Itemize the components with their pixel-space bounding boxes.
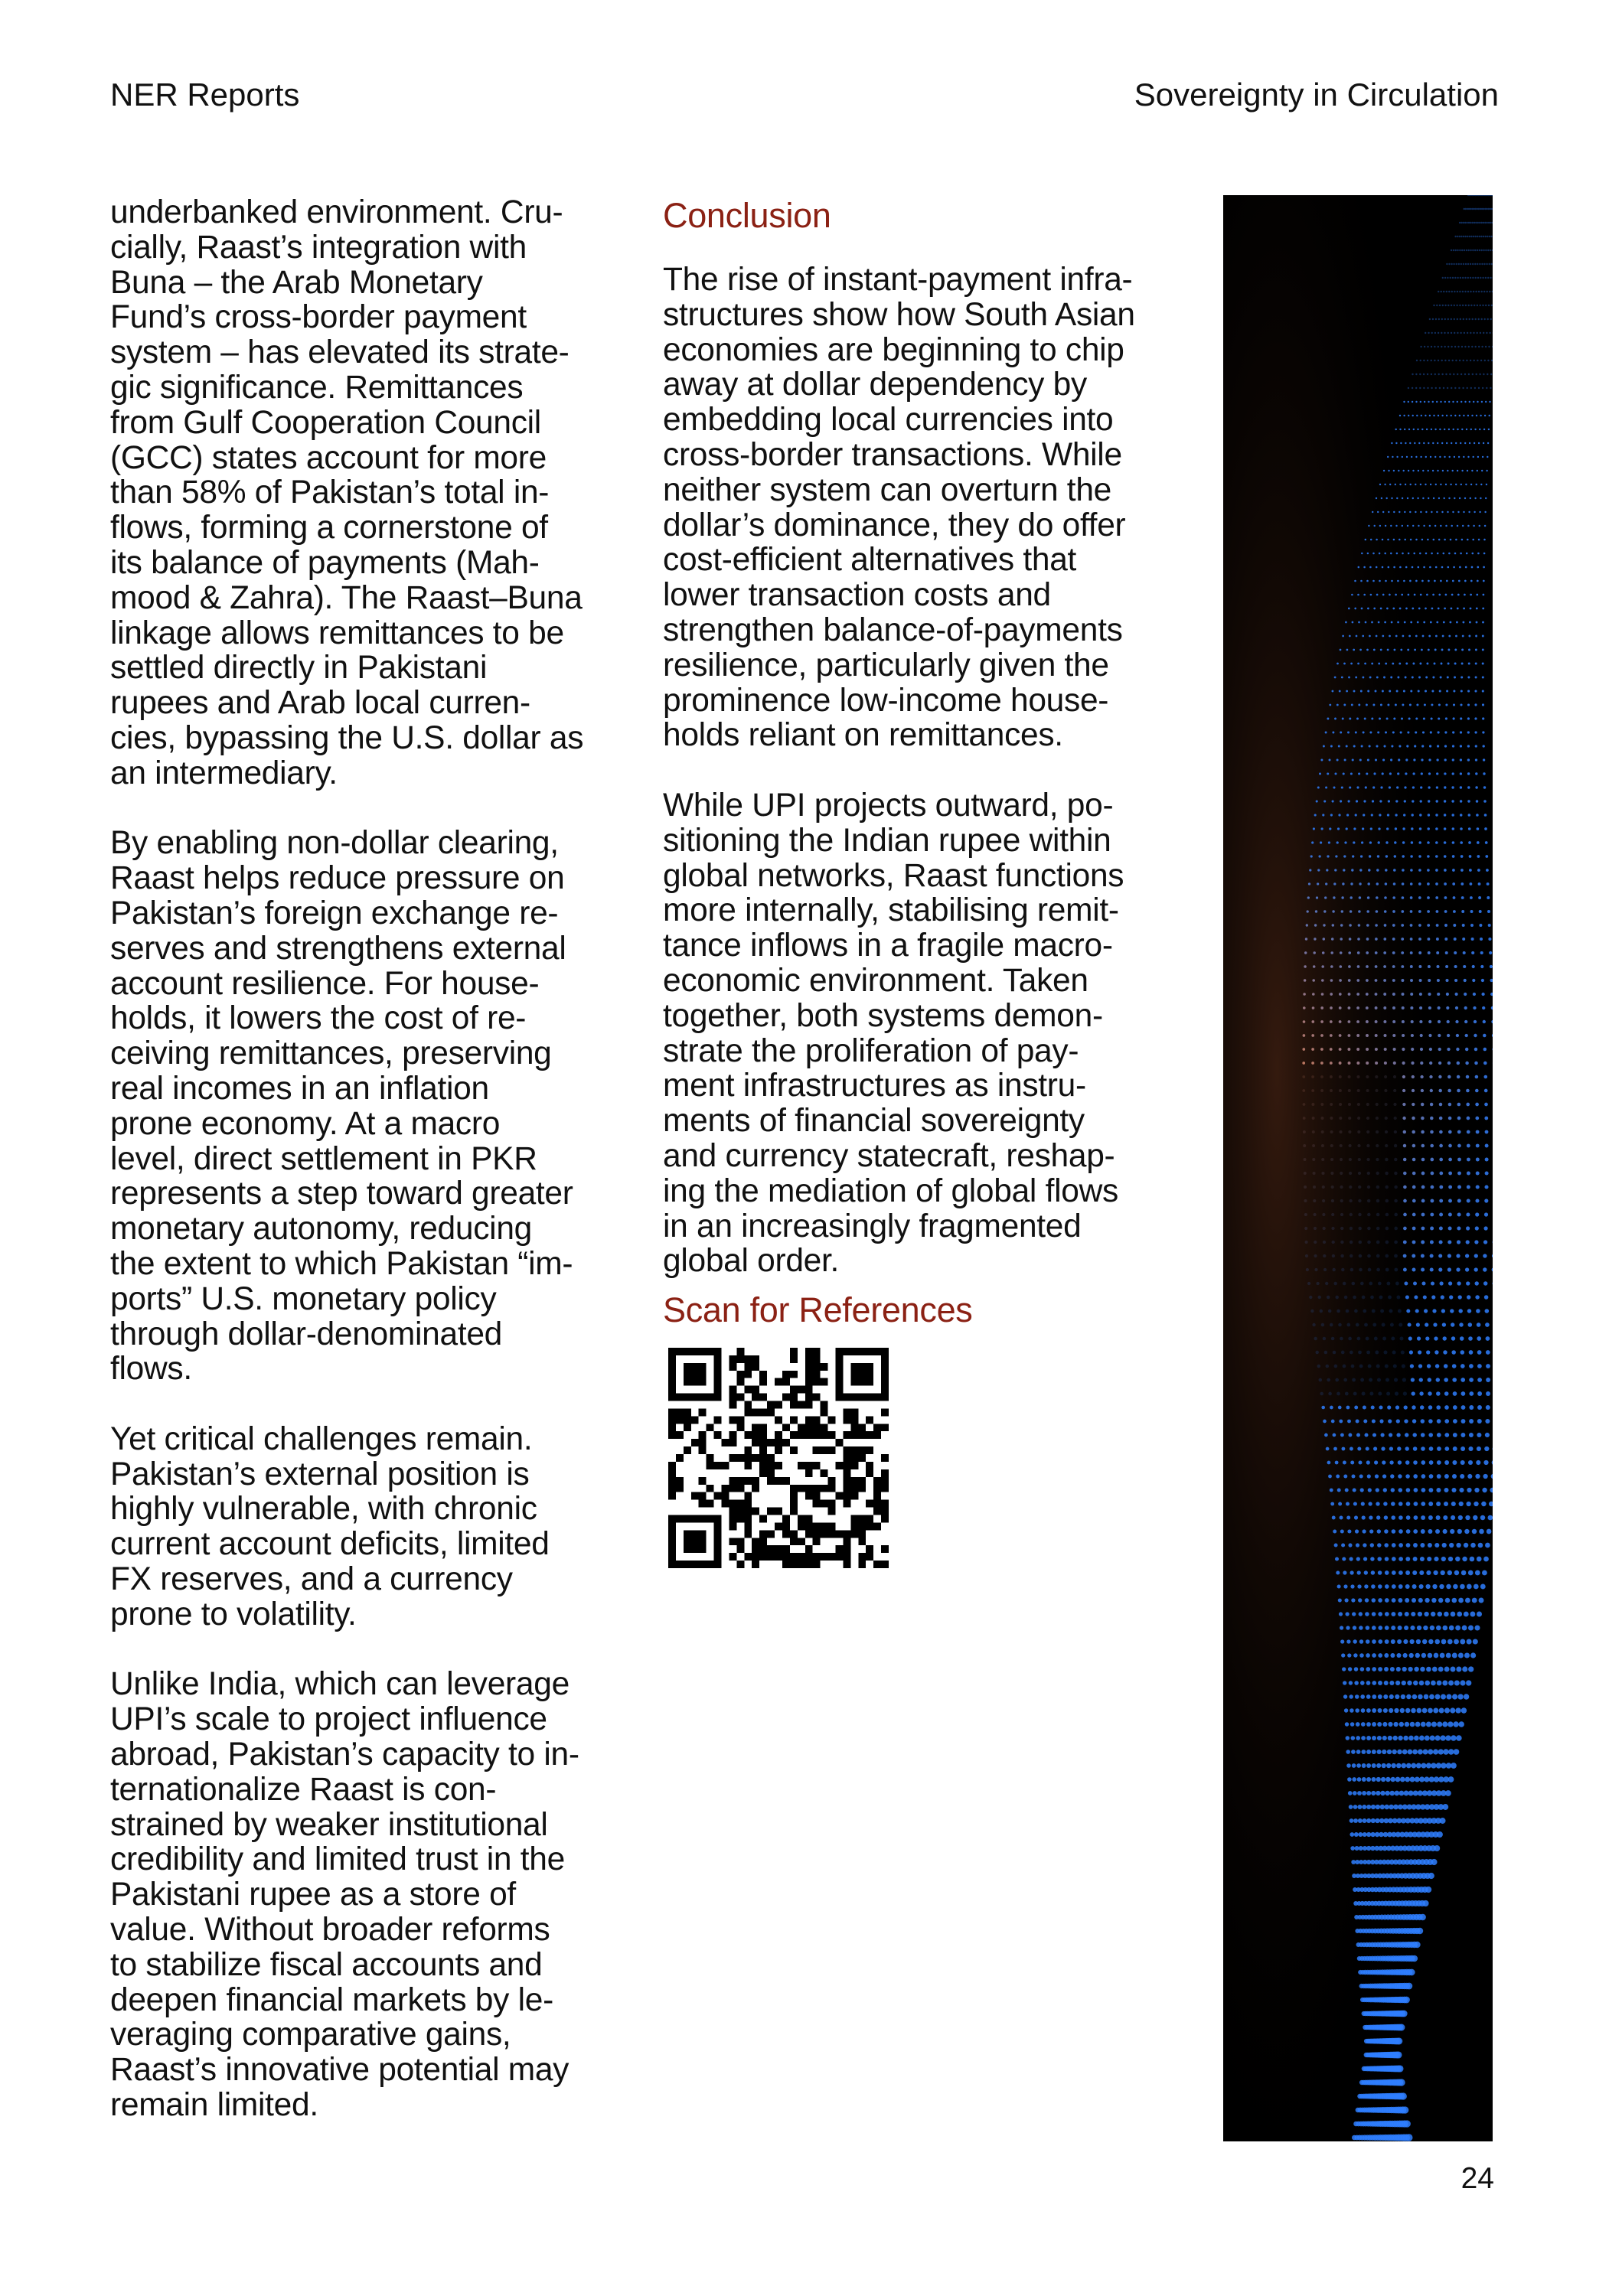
decorative-dot-wave-image [1223, 195, 1493, 2141]
left-column [110, 195, 631, 2123]
left-paragraph-4: Unlike India, which can leverage UPI’s scale to project influence abroad, Pakistan’s capacity to in- ternationalize Raast is con- strained by weaker institutional credibility and limited trust in the Pakistani rupee as a store of value. Without broader reforms to stabilize fiscal accounts and deepen financial markets by le- veraging comparative gains, Raast’s innovative potential may remain limited. [110, 1666, 579, 2124]
left-paragraph-3: Yet critical challenges remain. Pakistan’s external position is highly vulnerable, with chronic current account deficits, limited FX reserves, and a currency prone to volatility. [110, 1420, 550, 1632]
left-paragraph-2: By enabling non-dollar clearing, Raast helps reduce pressure on Pakistan’s foreign exchange re- serves and strengthens external account resilience. For house- holds, it lowers the cost of re- ceiving remittances, preserving real incomes in an inflation prone economy. At a macro level, direct settlement in PKR represents a step toward greater monetary autonomy, reducing the extent to which Pakistan “im- ports” U.S. monetary policy through dollar-denominated flows. [110, 825, 573, 1388]
references-heading: Scan for References [663, 1290, 973, 1330]
qr-code-icon[interactable] [668, 1348, 889, 1568]
header-publication: NER Reports [110, 77, 300, 113]
page-number: 24 [1461, 2162, 1494, 2195]
dot-wave-graphic [1223, 195, 1493, 2141]
conclusion-heading: Conclusion [663, 196, 831, 235]
middle-column [663, 195, 1199, 1568]
header-article-title: Sovereignty in Circulation [1134, 77, 1499, 113]
conclusion-paragraph-1: The rise of instant-payment infra- structures show how South Asian economies are beginning to chip away at dollar dependency by embedding local currencies into cross-border transactions. While neither system can overturn the dollar’s dominance, they do offer cost-efficient alternatives that lower transaction costs and strengthen balance-of-payments resilience, particularly given the prominence low-income house- holds reliant on remittances. [663, 262, 1135, 754]
conclusion-paragraph-2: While UPI projects outward, po- sitioning the Indian rupee within global networks, Raast functions more internally, stabilising remit- tance inflows in a fragile macro- economic environment. Taken together, both systems demon- strate the proliferation of pay- ment infrastructures as instru- ments of financial sovereignty and currency statecraft, reshap- ing the mediation of global flows in an increasingly fragmented global order. [663, 787, 1124, 1280]
left-paragraph-1: underbanked environment. Cru- cially, Raast’s integration with Buna – the Arab Monetary Fund’s cross-border payment system – has elevated its strate- gic significance. Remittances from Gulf Cooperation Council (GCC) states account for more than 58% of Pakistan’s total in- flows, forming a cornerstone of its balance of payments (Mah- mood & Zahra). The Raast–Buna linkage allows remittances to be settled directly in Pakistani rupees and Arab local curren- cies, bypassing the U.S. dollar as an intermediary. [110, 194, 584, 791]
